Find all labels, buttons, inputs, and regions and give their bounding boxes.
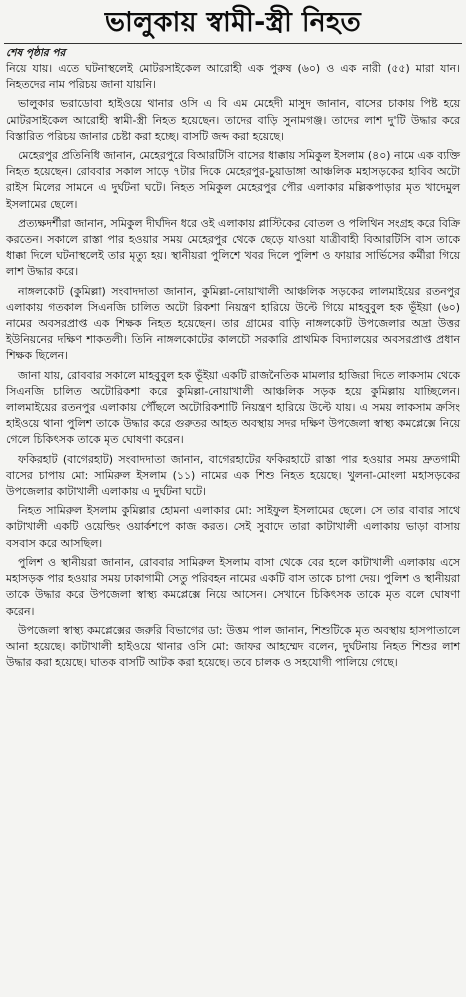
paragraph-10: উপজেলা স্বাস্থ্য কমপ্লেক্সের জরুরি বিভাগের ডা: উত্তম পাল জানান, শিশুটিকে মৃত অবস্থায় হাসপাতালে আনা হয়েছে। কাটাখালী হাইওয়ে থানার ওসি মো: জাফর আহম্মেদ বলেন, দুর্ঘটনায় নিহত শিশুর লাশ উদ্ধার করা হয়েছে। ঘাতক বাসটি আটক করা হয়েছে। তবে চালক ও সহযোগী পালিয়ে গেছে। xyxy=(6,623,460,670)
paragraph-8: নিহত সামিরুল ইসলাম কুমিল্লার হোমনা এলাকার মো: সাইফুল ইসলামের ছেলে। সে তার বাবার সাথে কাটাখালী একটি ওয়েল্ডিং ওয়ার্কশপে কাজ করত। সেই সুবাদে তারা কাটাখালী এলাকায় ভাড়া বাসায় বসবাস করে আসছিল। xyxy=(6,504,460,550)
paragraph-2: ভালুকার ভরাডোবা হাইওয়ে থানার ওসি এ বি এম মেহেদী মাসুদ জানান, বাসের চাকায় পিষ্ট হয়ে মোটরসাইকেল আরোহী স্বামী-স্ত্রী নিহত হয়েছেন। তাদের বাড়ি সুনামগঞ্জ। তাদের লাশ দু'টি উদ্ধার করে বিস্তারিত পরিচয় জানার চেষ্টা করা হচ্ছে। বাসটি জব্দ করা হয়েছে। xyxy=(6,97,460,143)
paragraph-7: ফকিরহাট (বাগেরহাট) সংবাদদাতা জানান, বাগেরহাটের ফকিরহাটে রাস্তা পার হওয়ার সময় দ্রুতগামী বাসের চাপায় মো: সামিরুল ইসলাম (১১) নামের এক শিশু নিহত হয়েছে। খুলনা-মোংলা মহাসড়কের উপজেলার কাটাখালী এলাকায় এ দুর্ঘটনা ঘটে। xyxy=(6,452,460,499)
continued-from-label: শেষ পৃষ্ঠার পর xyxy=(6,47,66,59)
paragraph-1: নিয়ে যায়। এতে ঘটনাস্থলেই মোটরসাইকেল আরোহী এক পুরুষ (৬০) ও এক নারী (৫৫) মারা যান। নিহতদের নাম পরিচয় জানা যায়নি। xyxy=(6,62,460,92)
paragraph-3: মেহেরপুর প্রতিনিধি জানান, মেহেরপুরে বিআরটিসি বাসের ধাক্কায় সমিকুল ইসলাম (৪০) নামে এক ব্যক্তি নিহত হয়েছেন। রোববার সকাল সাড়ে ৭টার দিকে মেহেরপুর-চুয়াডাঙ্গা আঞ্চলিক মহাসড়কের হাবিব অটো রাইস মিলের সামনে এ দুর্ঘটনা ঘটে। নিহত সমিকুল মেহেরপুর পৌর এলাকার মল্লিকপাড়ার মৃত খাদেমুল ইসলামের ছেলে। xyxy=(6,149,460,211)
paragraph-5: নাঙ্গলকোট (কুমিল্লা) সংবাদদাতা জানান, কুমিল্লা-নোয়াখালী আঞ্চলিক সড়কের লালমাইয়ের রতনপুর এলাকায় গতকাল সিএনজি চালিত অটো রিকশা নিয়ন্ত্রণ হারিয়ে উল্টে গিয়ে মাহবুবুল হক ভূঁইয়া (৬০) নামের অবসরপ্রাপ্ত এক শিক্ষক নিহত হয়েছেন। তার গ্রামের বাড়ি নাঙ্গলকোট উপজেলার অদ্রা উত্তর ইউনিয়নের দক্ষিণ শাকতলী। তিনি নাঙ্গলকোটের কালচৌ সরকারি প্রাথমিক বিদ্যালয়ের অবসরপ্রাপ্ত প্রধান শিক্ষক ছিলেন। xyxy=(6,284,460,363)
paragraph-6: জানা যায়, রোববার সকালে মাহবুবুল হক ভূঁইয়া একটি রাজনৈতিক মামলার হাজিরা দিতে লাকসাম থেকে সিএনজি চালিত অটোরিকশা করে কুমিল্লা-নোয়াখালী আঞ্চলিক সড়ক হয়ে কুমিল্লায় যাচ্ছিলেন। লালমাইয়ের রতনপুর এলাকায় পৌঁছলে অটোরিকশাটি নিয়ন্ত্রণ হারিয়ে উল্টে যায়। এ সময় লাকসাম ক্রসিং হাইওয়ে থানা পুলিশ তাকে উদ্ধার করে গুরুতর আহত অবস্থায় সদর দক্ষিণ উপজেলা স্বাস্থ্য কমপ্লেক্সে নিয়ে গেলে চিকিৎসক তাকে মৃত ঘোষণা করেন। xyxy=(6,368,460,447)
article-body xyxy=(0,61,466,671)
paragraph-4: প্রত্যক্ষদর্শীরা জানান, সমিকুল দীর্ঘদিন ধরে ওই এলাকায় প্লাস্টিকের বোতল ও পলিথিন সংগ্রহ করে বিক্রি করতেন। সকালে রাস্তা পার হওয়ার সময় মেহেরপুর থেকে ছেড়ে যাওয়া যাত্রীবাহী বিআরটিসি বাস তাকে ধাক্কা দিলে ঘটনাস্থলেই তার মৃত্যু হয়। স্থানীয়রা পুলিশে খবর দিলে পুলিশ ও ফায়ার সার্ভিসের কর্মীরা গিয়ে লাশ উদ্ধার করে। xyxy=(6,216,460,279)
paragraph-9: পুলিশ ও স্থানীয়রা জানান, রোববার সামিরুল ইসলাম বাসা থেকে বের হলে কাটাখালী এলাকায় এসে মহাসড়ক পার হওয়ার সময় ঢাকাগামী সেতু পরিবহন নামের একটি বাস তাকে চাপা দেয়। পুলিশ ও স্থানীয়রা তাকে উদ্ধার করে উপজেলা স্বাস্থ্য কমপ্লেক্সে নিয়ে আসেন। সেখানে চিকিৎসক তাকে মৃত বলে ঘোষণা করেন। xyxy=(6,555,460,618)
headline: ভালুকায় স্বামী-স্ত্রী নিহত xyxy=(104,7,362,38)
headline-divider xyxy=(4,43,462,44)
